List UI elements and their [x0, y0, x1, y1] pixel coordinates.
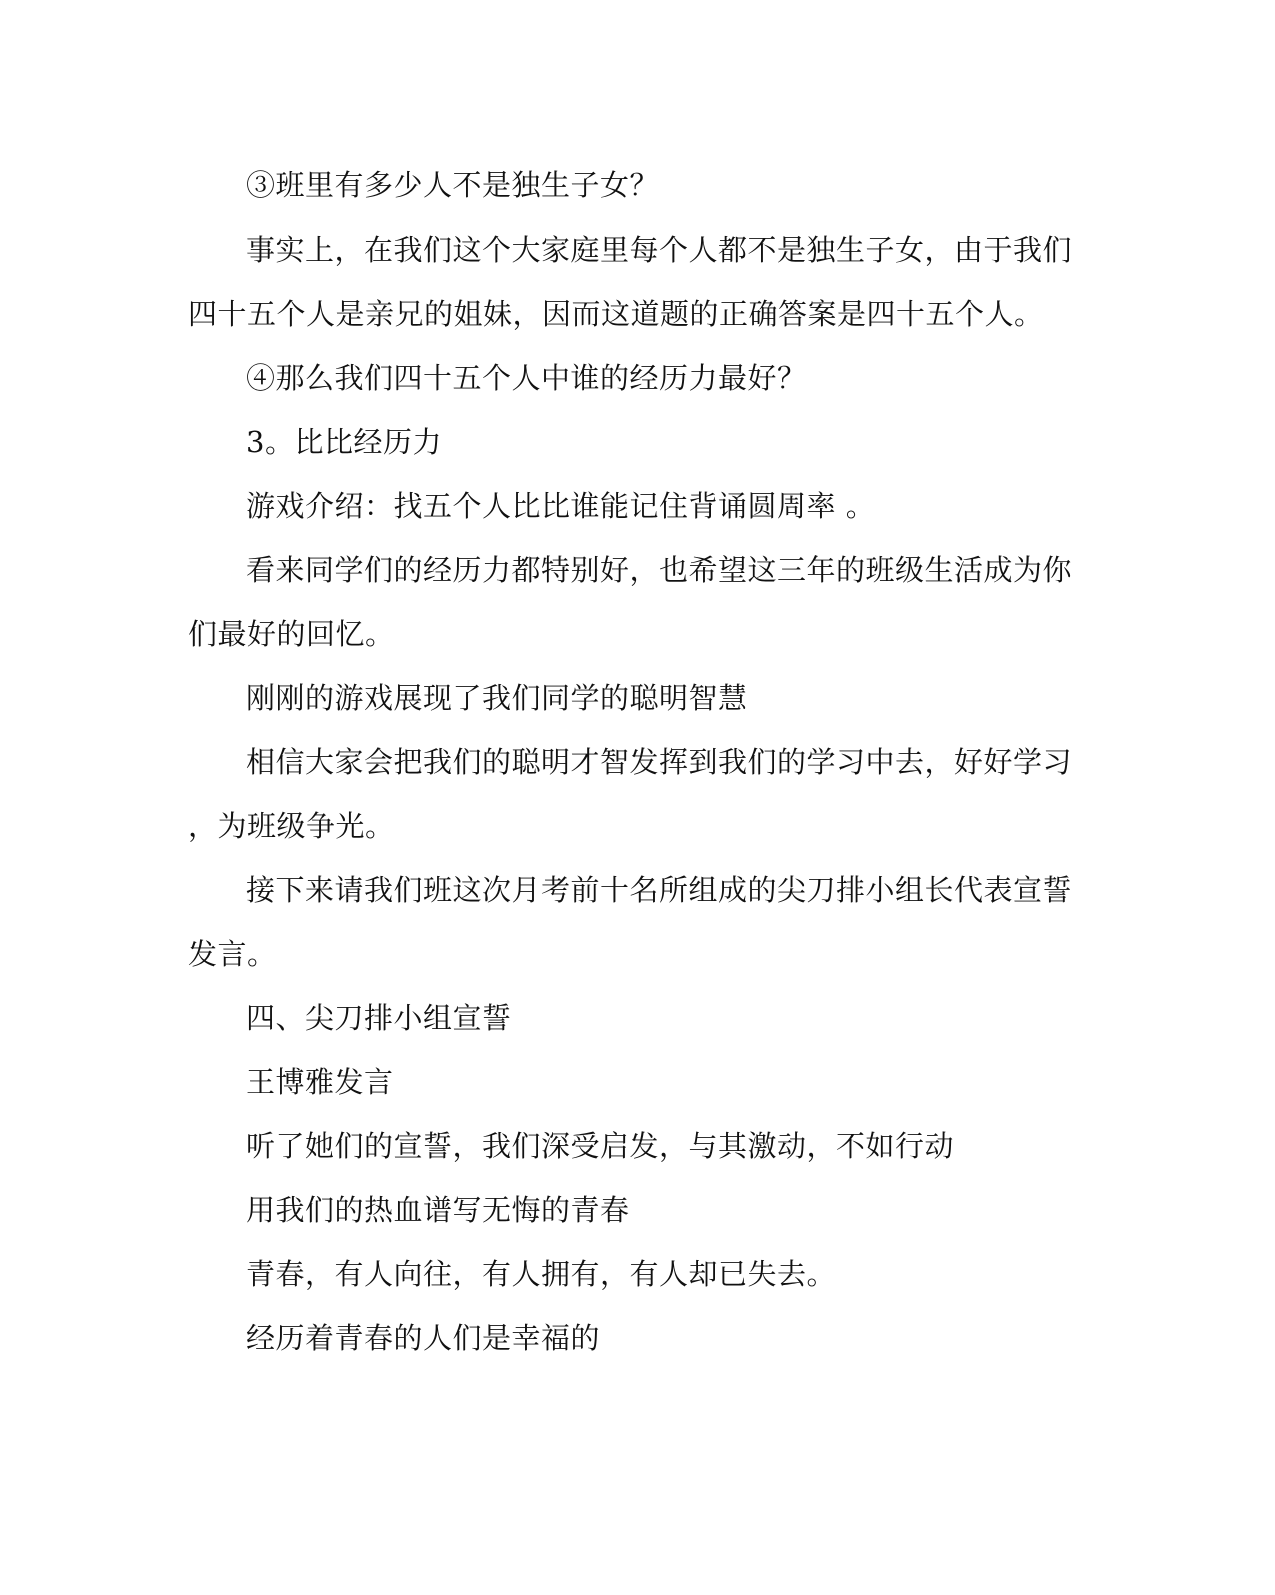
text-line: 事实上，在我们这个大家庭里每个人都不是独生子女，由于我们 [246, 233, 1073, 267]
section-heading: 3。比比经历力 [246, 425, 442, 459]
text-line: ③班里有多少人不是独生子女？ [246, 168, 660, 202]
text-line: 听了她们的宣誓，我们深受启发，与其激动，不如行动 [246, 1129, 955, 1163]
text-line: 用我们的热血谱写无悔的青春 [246, 1193, 630, 1227]
section-heading: 四、尖刀排小组宣誓 [246, 1001, 512, 1035]
text-line: 游戏介绍：找五个人比比谁能记住背诵圆周率 。 [246, 489, 876, 523]
text-line: 王博雅发言 [246, 1065, 394, 1099]
text-line: 相信大家会把我们的聪明才智发挥到我们的学习中去，好好学习 [246, 745, 1073, 779]
text-line: 四十五个人是亲兄的姐妹，因而这道题的正确答案是四十五个人。 [188, 297, 1044, 331]
text-line: 接下来请我们班这次月考前十名所组成的尖刀排小组长代表宣誓 [246, 873, 1073, 907]
text-line: 发言。 [188, 937, 277, 971]
text-line: 们最好的回忆。 [188, 617, 395, 651]
text-line: 青春，有人向往，有人拥有，有人却已失去。 [246, 1257, 837, 1291]
text-line: ，为班级争光。 [188, 809, 395, 843]
text-line: 刚刚的游戏展现了我们同学的聪明智慧 [246, 681, 748, 715]
text-line: 看来同学们的经历力都特别好，也希望这三年的班级生活成为你 [246, 553, 1073, 587]
text-line: 经历着青春的人们是幸福的 [246, 1321, 601, 1355]
text-line: ④那么我们四十五个人中谁的经历力最好？ [246, 361, 807, 395]
